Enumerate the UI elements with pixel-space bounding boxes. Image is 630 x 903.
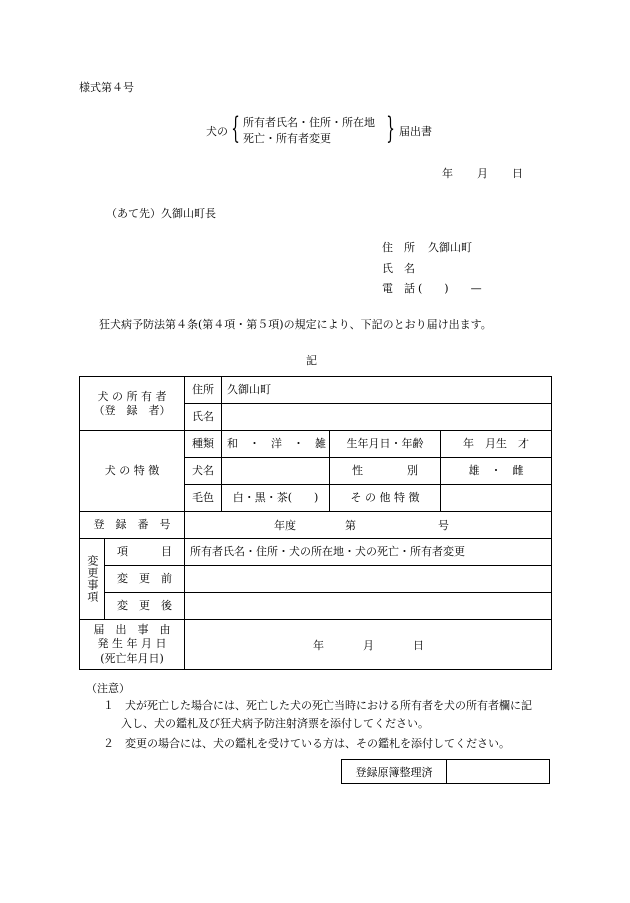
color-options[interactable]: 白・黒・茶( ): [222, 485, 330, 512]
before-label: 変 更 前: [105, 566, 185, 593]
note-1a: １ 犬が死亡した場合には、死亡した犬の死亡当時における所有者を犬の所有者欄に記: [103, 699, 532, 712]
reg-number-go: 号: [438, 519, 449, 532]
breed-options[interactable]: 和 ・ 洋 ・ 雑: [222, 431, 330, 458]
after-label: 変 更 後: [105, 593, 185, 620]
addressee: （あて先）久御山町長: [106, 207, 216, 220]
change-items-label: 変更事項: [85, 555, 99, 603]
applicant-address-label: 住 所: [382, 241, 415, 254]
event-month: 月: [363, 639, 374, 652]
form-number: 様式第４号: [79, 81, 134, 94]
registry-stamp-field[interactable]: [447, 760, 550, 784]
notes-header: （注意）: [86, 682, 130, 695]
owner-address-field[interactable]: 久御山町: [222, 377, 552, 404]
owner-label-cell: [80, 377, 185, 431]
left-brace-icon: {: [231, 111, 240, 146]
other-features-field[interactable]: [441, 485, 552, 512]
dog-name-field[interactable]: [222, 458, 330, 485]
dog-name-label: 犬名: [185, 458, 222, 485]
applicant-address-value: 久御山町: [428, 241, 472, 254]
after-field[interactable]: [185, 593, 552, 620]
event-date-label-cell: [80, 620, 185, 670]
event-year: 年: [313, 639, 324, 652]
reg-number-label: 登 録 番 号: [80, 512, 185, 539]
birth-field[interactable]: 年 月生 才: [441, 431, 552, 458]
event-label-2: 発 生 年 月 日: [97, 637, 167, 651]
date-day: 日: [512, 167, 523, 180]
applicant-phone-format: ( ) —: [418, 282, 482, 295]
event-label-1: 届 出 事 由: [93, 623, 171, 637]
owner-label: 犬 の 所 有 者: [97, 389, 167, 403]
registry-stamp-label: 登録原簿整理済: [342, 760, 447, 784]
applicant-name-label: 氏 名: [382, 262, 415, 275]
ki-label: 記: [306, 354, 317, 367]
date-month: 月: [477, 167, 488, 180]
change-items-label-cell: [80, 539, 105, 620]
owner-address-label: 住所: [185, 377, 222, 404]
title-suffix: 届出書: [399, 125, 432, 138]
color-label: 毛色: [185, 485, 222, 512]
title-line1: 所有者氏名・住所・所在地: [243, 116, 375, 129]
breed-label: 種類: [185, 431, 222, 458]
note-2: ２ 変更の場合には、犬の鑑札を受けている方は、その鑑札を添付してください。: [103, 737, 510, 750]
date-year: 年: [442, 167, 453, 180]
reg-number-field[interactable]: [185, 512, 552, 539]
owner-name-label: 氏名: [185, 404, 222, 431]
owner-sub-label: （登 録 者）: [93, 403, 171, 417]
before-field[interactable]: [185, 566, 552, 593]
title-line2: 死亡・所有者変更: [243, 132, 331, 145]
note-1b: 入し、犬の鑑札及び狂犬病予防注射済票を添付してください。: [121, 717, 429, 730]
reg-number-dai: 第: [345, 519, 356, 532]
registry-stamp-box: [341, 759, 550, 784]
owner-name-field[interactable]: [222, 404, 552, 431]
intro-text: 狂犬病予防法第４条(第４項・第５項)の規定により、下記のとおり届け出ます。: [99, 318, 492, 331]
right-brace-icon: }: [386, 111, 395, 146]
features-label: 犬 の 特 徴: [80, 431, 185, 512]
applicant-phone-label: 電 話: [382, 282, 415, 295]
sex-options[interactable]: 雄 ・ 雌: [441, 458, 552, 485]
event-day: 日: [413, 639, 424, 652]
reg-number-year: 年度: [274, 519, 296, 532]
title-prefix: 犬の: [206, 125, 228, 138]
birth-label: 生年月日・年齢: [330, 431, 441, 458]
registration-table: [79, 376, 552, 670]
other-features-label: そ の 他 特 徴: [330, 485, 441, 512]
item-label: 項 目: [105, 539, 185, 566]
sex-label: 性 別: [330, 458, 441, 485]
event-label-3: (死亡年月日): [100, 651, 164, 665]
event-date-field[interactable]: [185, 620, 552, 670]
item-value: 所有者氏名・住所・犬の所在地・犬の死亡・所有者変更: [185, 539, 552, 566]
